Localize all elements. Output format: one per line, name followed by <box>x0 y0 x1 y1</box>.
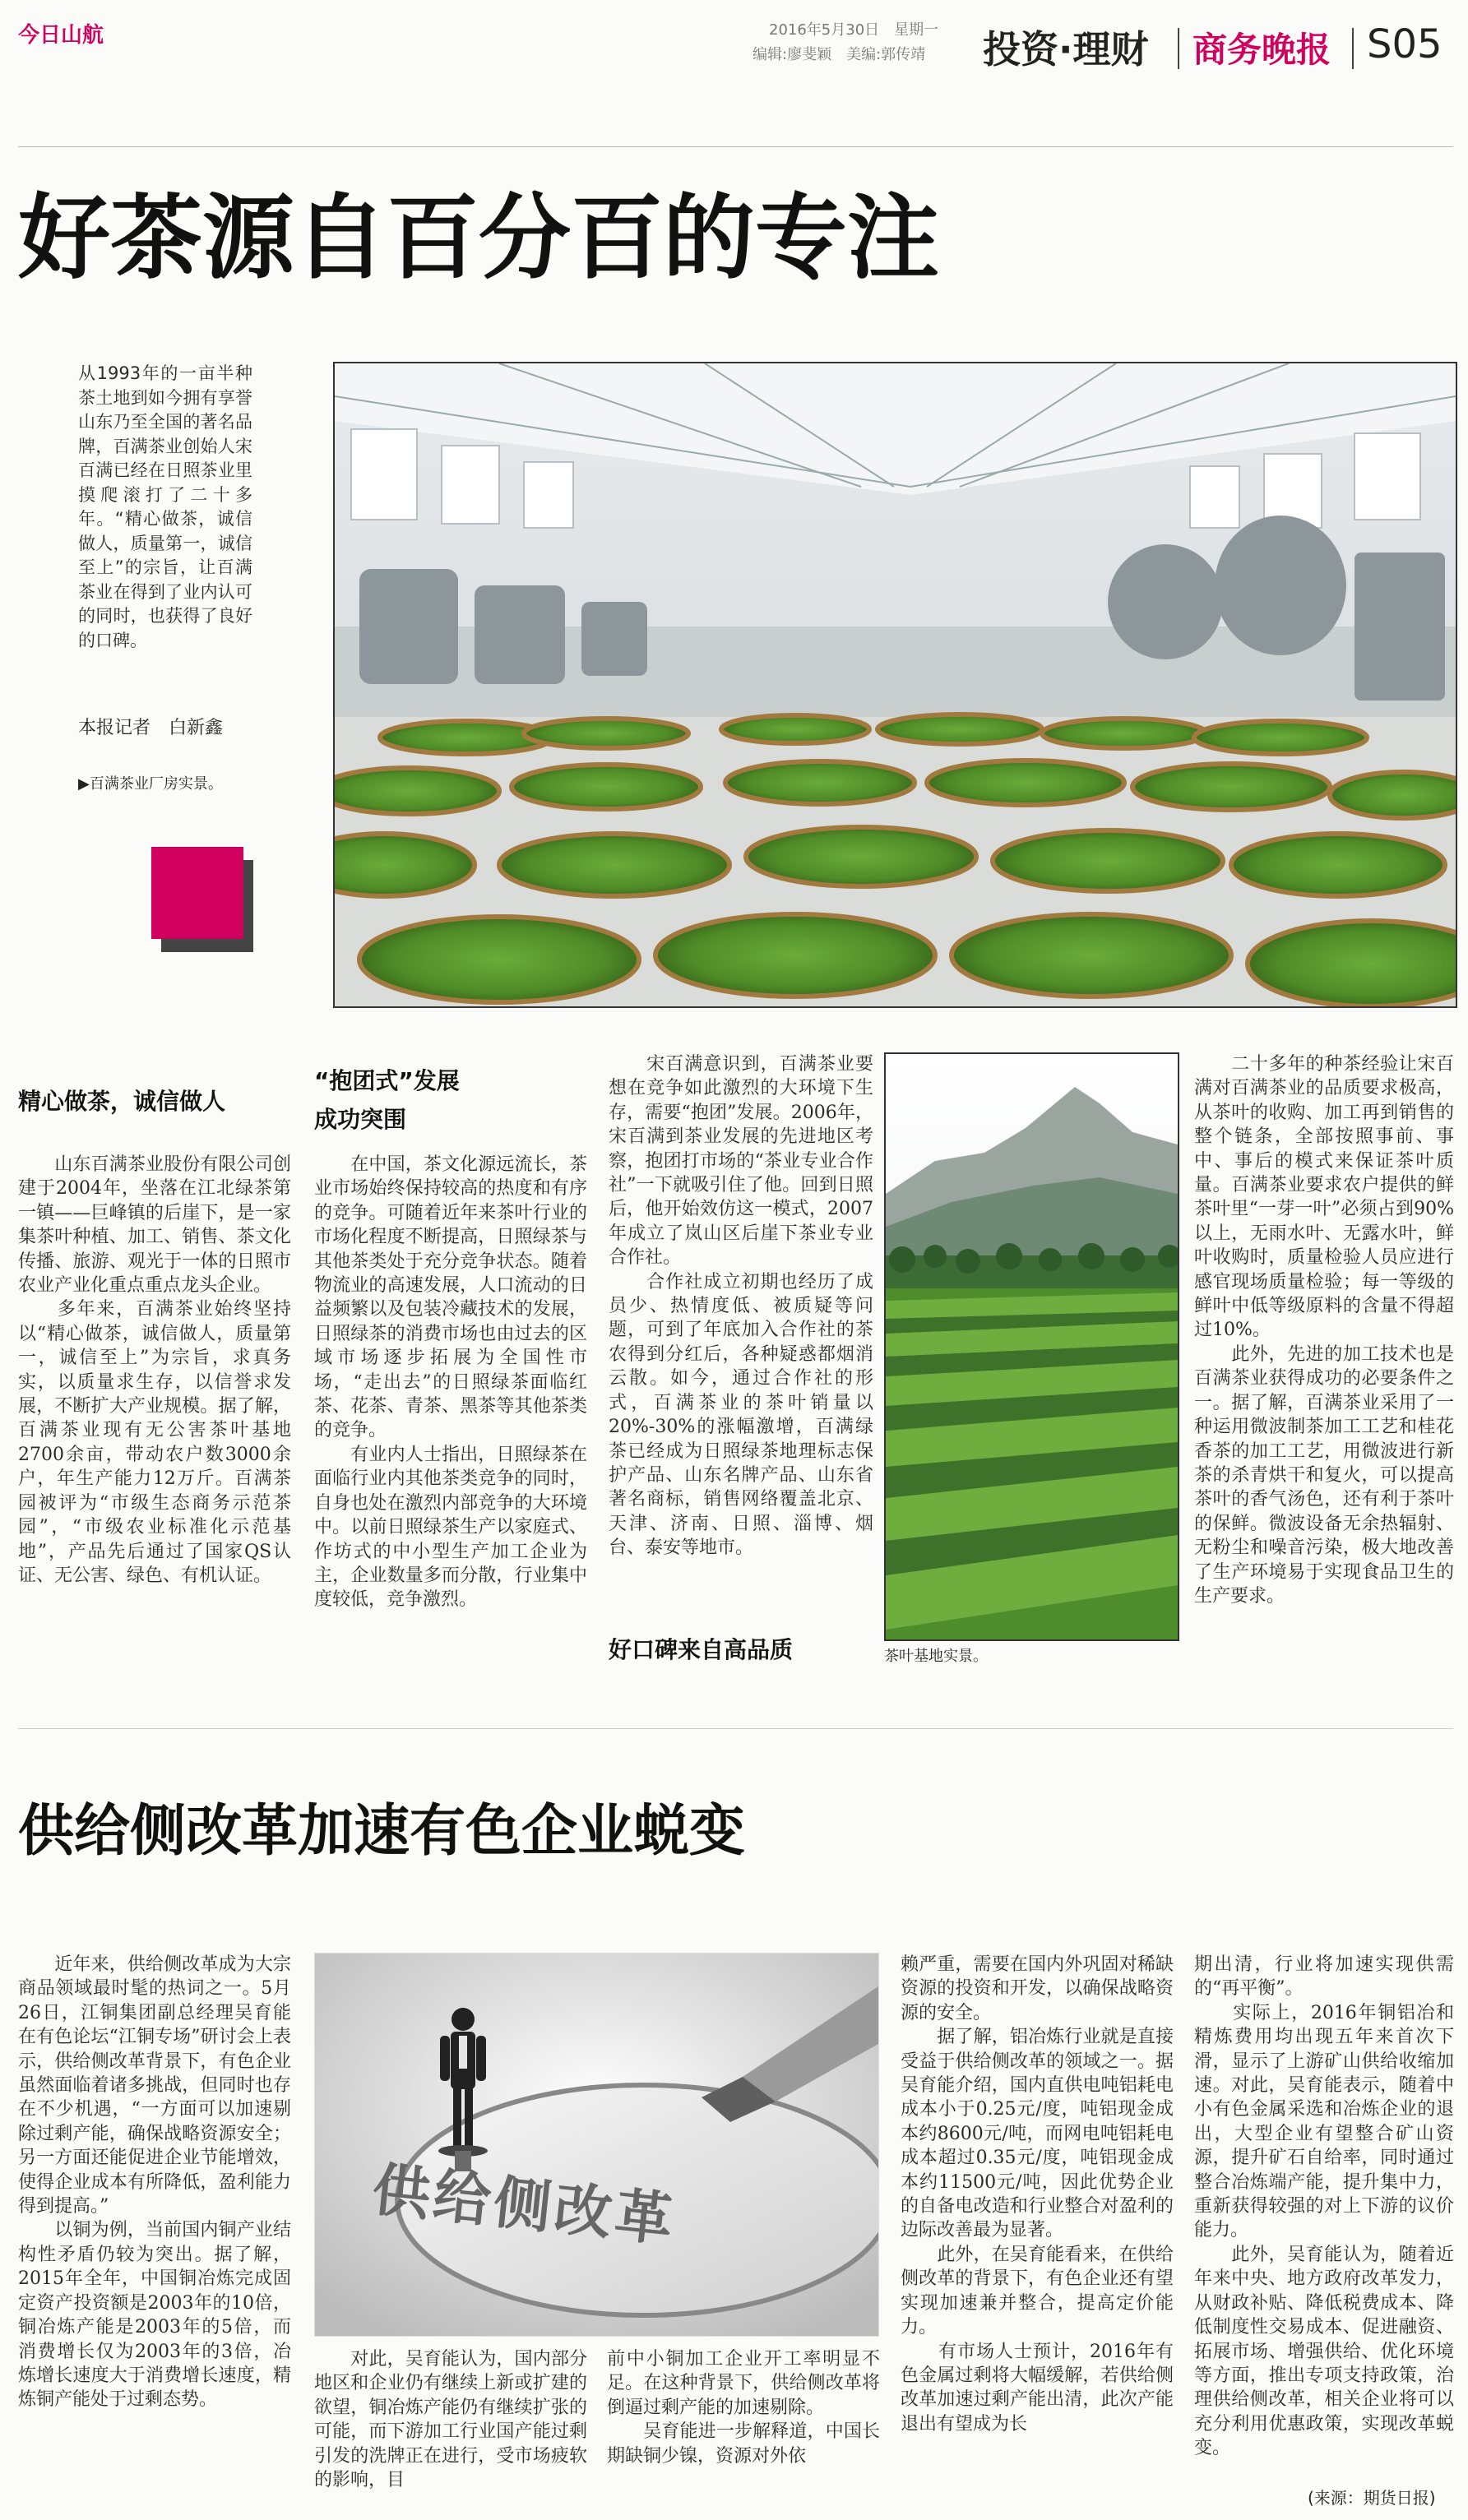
header-rule <box>18 146 1453 147</box>
subhead-3: 好口碑来自高品质 <box>609 1636 794 1663</box>
article2-column-3b: 赖严重，需要在国内外巩固对稀缺资源的投资和开发，以确保战略资源的安全。 据了解，铝冶炼行业就是直接受益于供给侧改革的领域之一。据吴育能介绍，国内直供电吨铝耗电成本小于0.25元/度，吨铝现金成本约8600元/吨，而网电吨铝耗电成本超过0.35元/度，吨铝现金成本约11500元/吨，因此优势企业的自备电改造和行业整合对盈利的边际改善最为显著。 此外，在吴育能看来，在供给侧改革的背景下，有色企业还有望实现加速兼并整合，提高定价能力。 有市场人士预计，2016年有色金属过剩将大幅缓解，若供给侧改革加速过剩产能出清，此次产能退出有望成为长 <box>901 1954 1174 2434</box>
brand-logo: 商务晚报 <box>1192 30 1331 70</box>
byline: 本报记者 白新鑫 <box>78 718 224 738</box>
supply-reform-illustration <box>314 1953 879 2337</box>
article2-source: (来源：期货日报) <box>1308 2488 1436 2508</box>
editor-credits: 编辑:廖斐颖 美编:郭传靖 <box>753 46 926 63</box>
illustration-text: 供给侧改革 <box>369 2154 679 2255</box>
article2-column-4: 期出清，行业将加速实现供需的“再平衡”。 实际上，2016年铜铝冶和精炼费用均出现五年来首次下滑，显示了上游矿山供给收缩加速。对此，吴育能表示，随着中小有色金属采选和冶炼企业的退出，大型企业有望整合矿山资源，提升矿石自给率，同时通过整合冶炼端产能，提升集中力，重新获得较强的对上下游的议价能力。 此外，吴育能认为，随着近年来中央、地方政府改革发力，从财政补贴、降低税费成本、降低制度性交易成本、促进融资、拓展市场、增强供给、优化环境等方面，推出专项支持政策，治理供给侧改革，相关企业将可以充分利用优惠政策，实现改革蜕变。 <box>1194 1954 1454 2459</box>
tea-factory-photo <box>333 362 1457 1008</box>
article2-column-1: 近年来，供给侧改革成为大宗商品领域最时髦的热词之一。5月26日，江铜集团副总经理吴育能在有色论坛“江铜专场”研讨会上表示，供给侧改革背景下，有色企业虽然面临着诸多挑战，但同时也存在不少机遇，“一方面可以加速剔除过剩产能，确保战略资源安全；另一方面还能促进企业节能增效，使得企业成本有所降低，盈利能力得到提高。” 以铜为例，当前国内铜产业结构性矛盾仍较为突出。据了解，2015年全年，中国铜冶炼完成固定资产投资额是2003年的10倍，铜冶炼产能是2003年的5倍，而消费增长仅为2003年的3倍，冶炼增长速度大于消费增长速度，精炼铜产能处于过剩态势。 <box>18 1954 291 2411</box>
page-number: S05 <box>1367 21 1443 67</box>
accent-block <box>151 847 243 939</box>
article1-title: 好茶源自百分百的专注 <box>18 185 939 292</box>
article2-title: 供给侧改革加速有色企业蜕变 <box>18 1799 746 1864</box>
photo2-caption: 茶叶基地实景。 <box>884 1648 988 1665</box>
section-name: 投资·理财 <box>983 27 1149 72</box>
article2-column-3a: 前中小铜加工企业开工率明显不足。在这种背景下，供给侧改革将倒逼过剩产能的加速剔除。 吴育能进一步解释道，中国长期缺铜少镍，资源对外依 <box>607 2349 880 2467</box>
subhead-2-line2: 成功突围 <box>314 1106 407 1133</box>
photo1-caption: ▶百满茶业厂房实景。 <box>78 775 223 793</box>
header-divider <box>1352 28 1354 69</box>
header-divider <box>1178 28 1179 69</box>
article2-column-2: 对此，吴育能认为，国内部分地区和企业仍有继续上新或扩建的欲望，铜冶炼产能仍有继续扩张的可能，而下游加工行业国产能过剩引发的洗牌正在进行，受市场疲软的影响，目 <box>314 2349 587 2491</box>
section-tag: 今日山航 <box>18 23 104 48</box>
section-rule <box>18 1728 1453 1729</box>
article1-column-2: 在中国，茶文化源远流长，茶业市场始终保持较高的热度和有序的竞争。可随着近年来茶叶行业的市场化程度不断提高，日照绿茶与其他茶类处于充分竞争状态。随着物流业的高速发展，人口流动的日益频繁以及包装冷藏技术的发展，日照绿茶的消费市场也由过去的区域市场逐步拓展为全国性市场，“走出去”的日照绿茶面临红茶、花茶、青茶、黑茶等其他茶类的竞争。 有业内人士指出，日照绿茶在面临行业内其他茶类竞争的同时，自身也处在激烈内部竞争的大环境中。以前日照绿茶生产以家庭式、作坊式的中小型生产加工企业为主，企业数量多而分散，行业集中度较低，竞争激烈。 <box>314 1154 587 1611</box>
article1-lead: 从1993年的一亩半种茶土地到如今拥有享誉山东乃至全国的著名品牌，百满茶业创始人宋百满已经在日照茶业里摸爬滚打了二十多年。“精心做茶，诚信做人，质量第一，诚信至上”的宗旨，让百满茶业在得到了业内认可的同时，也获得了良好的口碑。 <box>78 363 252 650</box>
article1-column-4: 二十多年的种茶经验让宋百满对百满茶业的品质要求极高，从茶叶的收购、加工再到销售的整个链条，全部按照事前、事中、事后的模式来保证茶叶质量。百满茶业要求农户提供的鲜茶叶里“一芽一叶”必须占到90%以上，无雨水叶、无露水叶，鲜叶收购时，质量检验人员应进行感官现场质量检验；每一等级的鲜叶中低等级原料的含量不得超过10%。 此外，先进的加工技术也是百满茶业获得成功的必要条件之一。据了解，百满茶业采用了一种运用微波制茶加工工艺和桂花香茶的加工工艺，用微波进行新茶的杀青烘干和复火，可以提高茶叶的香气汤色，还有利于茶叶的保鲜。微波设备无余热辐射、无粉尘和噪音污染，极大地改善了生产环境易于实现食品卫生的生产要求。 <box>1194 1054 1454 1607</box>
tea-plantation-photo <box>884 1052 1179 1641</box>
subhead-1: 精心做茶，诚信做人 <box>18 1088 226 1115</box>
subhead-2-line1: “抱团式”发展 <box>314 1067 460 1094</box>
article1-column-1: 山东百满茶业股份有限公司创建于2004年，坐落在江北绿茶第一镇——巨峰镇的后崖下，是一家集茶叶种植、加工、销售、茶文化传播、旅游、观光于一体的日照市农业产业化重点重点龙头企业。 多年来，百满茶业始终坚持以“精心做茶，诚信做人，质量第一，诚信至上”为宗旨，求真务实，以质量求生存，以信誉求发展，不断扩大产业规模。据了解，百满茶业现有无公害茶叶基地2700余亩，带动农户数3000余户，年生产能力12万斤。百满茶园被评为“市级生态商务示范茶园”，“市级农业标准化示范基地”，产品先后通过了国家QS认证、无公害、绿色、有机认证。 <box>18 1154 291 1586</box>
article1-column-3: 宋百满意识到，百满茶业要想在竞争如此激烈的大环境下生存，需要“抱团”发展。2006年，宋百满到茶业发展的先进地区考察，抱团打市场的“茶业专业合作社”一下就吸引住了他。回到日照后，他开始效仿这一模式，2007年成立了岚山区后崖下茶业专业合作社。 合作社成立初期也经历了成员少、热情度低、被质疑等问题，可到了年底加入合作社的茶农得到分红后，各种疑惑都烟消云散。如今，通过合作社的形式，百满茶业的茶叶销量以20%-30%的涨幅激增，百满绿茶已经成为日照绿茶地理标志保护产品、山东名牌产品、山东省著名商标，销售网络覆盖北京、天津、济南、日照、淄博、烟台、泰安等地市。 <box>609 1054 873 1559</box>
issue-date: 2016年5月30日 星期一 <box>769 21 939 39</box>
